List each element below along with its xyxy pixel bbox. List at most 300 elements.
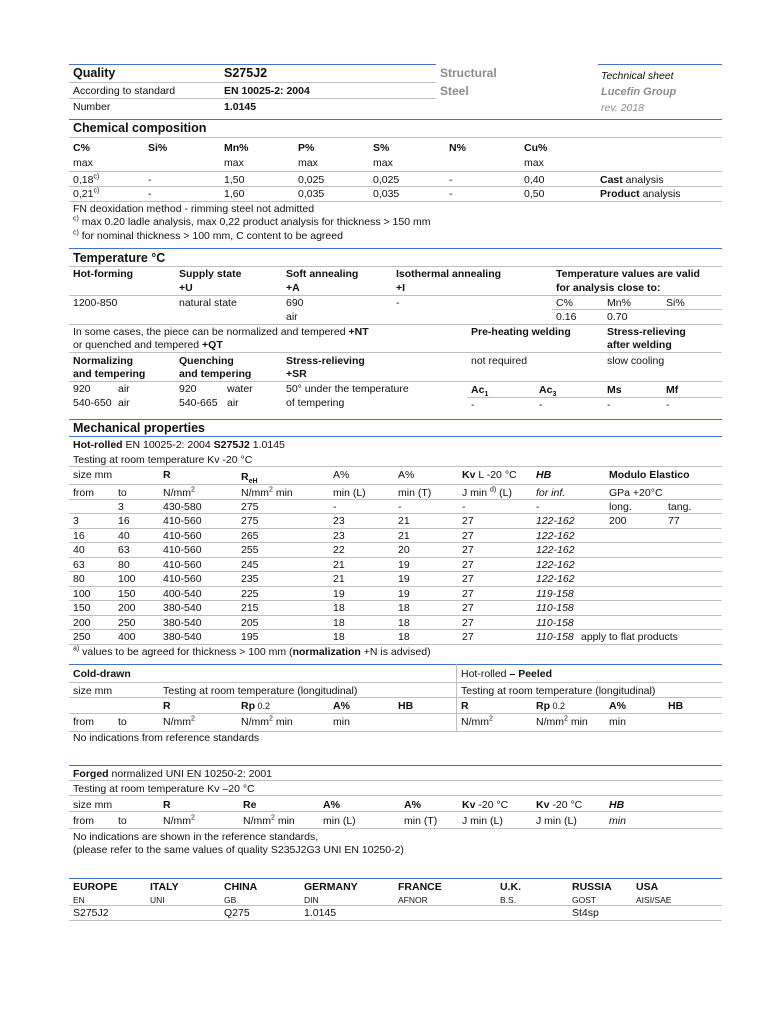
mech-reh-label: $R_{eH}$	[241, 471, 258, 486]
temperature-title: Temperature °C	[73, 251, 166, 265]
norm-medium-2: air	[118, 397, 130, 409]
mech-cell-to: 200	[118, 602, 136, 614]
col-s-sub: max	[373, 157, 393, 169]
section-rule	[69, 878, 722, 879]
stress-weld-value: slow cooling	[607, 355, 665, 367]
mech-cell-from: 16	[73, 529, 85, 542]
cast-si: -	[148, 174, 152, 186]
mech-al-label: A%	[333, 469, 350, 481]
supply-code: +U	[179, 282, 193, 294]
rule	[69, 466, 722, 467]
forged-from: from	[73, 815, 94, 827]
modulo-tang-value: 77	[668, 515, 680, 527]
mech-cell-a-l: 21	[333, 558, 345, 571]
quench-temp-2: 540-665	[179, 397, 218, 409]
row-rule	[69, 571, 722, 572]
cold-unit-r: $N/mm^2$	[163, 715, 195, 728]
chem-note-3: $^{c)}$ for nominal thickness > 100 mm, C content to be agreed	[73, 229, 343, 242]
mech-cell-a-t: 21	[398, 515, 410, 527]
rule	[69, 82, 436, 83]
forged-unit-re: $N/mm^2$ min	[243, 814, 295, 827]
ac1-value: -	[471, 399, 475, 411]
row-rule	[69, 528, 722, 529]
mech-cell-hb: 119-158	[536, 587, 574, 600]
forged-at: A%	[404, 799, 421, 811]
equiv-standard: B.S.	[500, 895, 517, 905]
soft-value1: 690	[286, 297, 304, 309]
mech-cell-r: 410-560	[163, 544, 202, 556]
forged-al: A%	[323, 799, 340, 811]
equiv-country: FRANCE	[398, 881, 442, 893]
mech-cell-a-l: 23	[333, 529, 345, 542]
equiv-grade: 1.0145	[304, 907, 337, 919]
hot-forming-value: 1200-850	[73, 297, 118, 309]
mech-cell-to: 80	[118, 558, 130, 571]
mech-cell-reh: 225	[241, 587, 259, 600]
product-c: 0,21$^{c)}$	[73, 187, 100, 200]
rule	[69, 682, 722, 683]
quality-label: Quality	[73, 66, 116, 80]
product-label: Product analysis	[600, 188, 681, 200]
preheat-label: Pre-heating welding	[471, 326, 571, 338]
row0-r: 430-580	[163, 501, 202, 513]
mech-cell-from: 63	[73, 558, 85, 571]
number-value: 1.0145	[224, 101, 257, 113]
row0-to: 3	[118, 501, 124, 513]
cold-hb: HB	[398, 700, 414, 712]
rule	[69, 697, 722, 698]
stress-weld-line1: Stress-relieving	[607, 326, 686, 338]
col-cu: Cu%	[524, 142, 548, 154]
rule	[552, 309, 722, 310]
rule	[69, 324, 722, 325]
mech-cell-a-t: 18	[398, 631, 410, 643]
modulo-long-label: long.	[609, 501, 632, 513]
cast-cu: 0,40	[524, 174, 545, 186]
peeled-unit-rp: $N/mm^2$ min	[536, 715, 588, 728]
ac3-value: -	[539, 399, 543, 411]
supply-state-label: Supply state	[179, 268, 242, 280]
mech-unit-kv: J min $^{d)}$ (L)	[462, 486, 512, 499]
rule	[69, 484, 722, 485]
rule	[69, 920, 722, 921]
ac3-label: $Ac_3$	[539, 384, 557, 399]
forged-title: Forged normalized UNI EN 10250-2: 2001	[73, 768, 273, 780]
equiv-grade: Q275	[224, 907, 250, 919]
ac1-label: $Ac_1$	[471, 384, 489, 399]
forged-unit-at: min (T)	[404, 815, 438, 827]
mech-cell-kv: 27	[462, 515, 474, 527]
product-mn: 1,60	[224, 188, 245, 200]
qt-text: or quenched and tempered +QT	[73, 339, 223, 351]
mech-cell-hb: 122-162	[536, 529, 575, 542]
equiv-country: GERMANY	[304, 881, 358, 893]
rule	[69, 828, 722, 829]
rule	[69, 780, 722, 781]
col-s: S%	[373, 142, 390, 154]
norm-temp-1: 920	[73, 383, 91, 395]
mech-cell-hb: 122-162	[536, 573, 575, 585]
rule	[69, 137, 722, 138]
mech-modulo-label: Modulo Elastico	[609, 469, 690, 481]
forged-note-1: No indications are shown in the reference standards,	[73, 831, 319, 843]
mech-cell-hb: 110-158	[536, 631, 574, 643]
mech-cell-hb: 122-162	[536, 558, 575, 571]
peeled-testing: Testing at room temperature (longitudinal)	[461, 685, 656, 697]
rule	[69, 644, 722, 645]
rule	[467, 397, 722, 398]
cold-unit-rp: $N/mm^2$ min	[241, 715, 293, 728]
row-rule	[69, 557, 722, 558]
testing-line: Testing at room temperature Kv -20 °C	[73, 454, 253, 466]
standard-label: According to standard	[73, 85, 176, 97]
rule	[69, 381, 722, 382]
chem-note-2: $^{c)}$ max 0.20 ladle analysis, max 0,22 product analysis for thickness > 150 mm	[73, 215, 431, 228]
section-rule	[69, 419, 722, 420]
mech-cell-kv: 27	[462, 558, 474, 571]
chem-note-1: FN deoxidation method - rimming steel not admitted	[73, 203, 315, 215]
col-mn-sub: max	[224, 157, 244, 169]
section-rule	[69, 248, 722, 249]
mech-cell-a-l: 23	[333, 515, 345, 527]
mech-cell-a-t: 18	[398, 616, 410, 629]
equiv-country: CHINA	[224, 881, 258, 893]
mech-cell-reh: 245	[241, 558, 259, 571]
cold-a: A%	[333, 700, 350, 712]
equiv-standard: DIN	[304, 895, 319, 905]
mech-cell-from: 100	[73, 587, 91, 600]
mech-cell-from: 3	[73, 515, 79, 527]
equiv-country: USA	[636, 881, 659, 893]
row-rule	[69, 513, 722, 514]
peeled-r: R	[461, 700, 469, 712]
product-cu: 0,50	[524, 188, 545, 200]
equiv-standard: EN	[73, 895, 85, 905]
peeled-hb: HB	[668, 700, 684, 712]
cast-label: Cast analysis	[600, 174, 664, 186]
mech-footnote: $^{a)}$ values to be agreed for thickness > 100 mm (normalization +N is advised)	[73, 645, 431, 658]
hot-forming-label: Hot-forming	[73, 268, 134, 280]
cast-p: 0,025	[298, 174, 325, 186]
mech-cell-kv: 27	[462, 544, 474, 556]
row0-kv: -	[462, 501, 466, 513]
mechanical-title: Mechanical properties	[73, 421, 205, 435]
mech-cell-a-t: 19	[398, 573, 410, 585]
row-rule	[69, 615, 722, 616]
product-p: 0,035	[298, 188, 325, 200]
row0-reh: 275	[241, 501, 259, 513]
mech-cell-a-l: 21	[333, 573, 345, 585]
equiv-standard: GOST	[572, 895, 597, 905]
section-rule	[69, 119, 722, 120]
quench-temp-1: 920	[179, 383, 197, 395]
mech-cell-a-t: 21	[398, 529, 410, 542]
mech-cell-a-t: 19	[398, 558, 410, 571]
mech-cell-to: 16	[118, 515, 130, 527]
mech-cell-reh: 275	[241, 515, 259, 527]
mech-cell-reh: 195	[241, 631, 259, 643]
mech-unit-reh: $N/mm^2$ min	[241, 486, 293, 499]
quench-line2: and tempering	[179, 368, 252, 380]
standard-value: EN 10025-2: 2004	[224, 85, 310, 97]
row0-al: -	[333, 501, 337, 513]
equiv-standard: AFNOR	[398, 895, 428, 905]
revision: rev. 2018	[601, 102, 644, 114]
forged-unit-kv1: J min (L)	[462, 815, 503, 827]
mech-cell-hb: 122-162	[536, 515, 575, 527]
soft-annealing-label: Soft annealing	[286, 268, 359, 280]
sr-value2: of tempering	[286, 397, 345, 409]
analysis-mn-value: 0.70	[607, 311, 628, 323]
rule	[69, 352, 467, 353]
norm-temp-2: 540-650	[73, 397, 112, 409]
rule	[69, 713, 722, 714]
cold-drawn-title: Cold-drawn	[73, 668, 131, 680]
mech-cell-a-l: 18	[333, 616, 345, 629]
cold-note: No indications from reference standards	[73, 732, 260, 744]
mf-label: Mf	[666, 384, 679, 396]
analysis-mn-label: Mn%	[607, 297, 631, 309]
product-n: -	[449, 188, 453, 200]
chemical-title: Chemical composition	[73, 121, 207, 135]
mech-cell-kv: 27	[462, 587, 474, 600]
rule	[69, 186, 722, 187]
peeled-unit-a: min	[609, 716, 626, 728]
mech-cell-a-t: 19	[398, 587, 410, 600]
stress-weld-line2: after welding	[607, 339, 672, 351]
valid-line1: Temperature values are valid	[556, 268, 700, 280]
flat-note: apply to flat products	[581, 631, 678, 643]
equiv-country: U.K.	[500, 881, 521, 893]
analysis-c-label: C%	[556, 297, 573, 309]
mech-cell-reh: 235	[241, 573, 259, 585]
mech-cell-reh: 215	[241, 602, 259, 614]
equiv-grade: St4sp	[572, 907, 599, 919]
rule	[69, 171, 722, 172]
row-rule	[69, 629, 722, 630]
mech-cell-a-t: 18	[398, 602, 410, 614]
mech-unit-to: to	[118, 487, 127, 499]
forged-unit-r: $N/mm^2$	[163, 814, 195, 827]
rule	[69, 795, 722, 796]
col-n: N%	[449, 142, 466, 154]
mech-cell-r: 410-560	[163, 573, 202, 585]
mech-at-label: A%	[398, 469, 415, 481]
mech-cell-r: 400-540	[163, 587, 202, 600]
company-name: Lucefin Group	[601, 86, 677, 98]
mech-cell-to: 150	[118, 587, 136, 600]
cold-testing: Testing at room temperature (longitudinal)	[163, 685, 358, 697]
mech-cell-to: 400	[118, 631, 136, 643]
peeled-title: Hot-rolled – Peeled	[461, 668, 553, 680]
preheat-value: not required	[471, 355, 528, 367]
col-p: P%	[298, 142, 315, 154]
equiv-country: ITALY	[150, 881, 179, 893]
mech-cell-to: 100	[118, 573, 136, 585]
product-si: -	[148, 188, 152, 200]
mech-cell-a-l: 22	[333, 544, 345, 556]
mech-cell-kv: 27	[462, 529, 474, 542]
mech-unit-modulo: GPa +20°C	[609, 487, 663, 499]
mech-cell-a-l: 18	[333, 631, 345, 643]
rule	[69, 499, 722, 500]
mech-cell-from: 200	[73, 616, 91, 629]
cast-n: -	[449, 174, 453, 186]
analysis-c-value: 0.16	[556, 311, 577, 323]
quality-value: S275J2	[224, 66, 268, 80]
cold-r: R	[163, 700, 171, 712]
forged-to: to	[118, 815, 127, 827]
rule	[69, 201, 722, 202]
mech-hb-label: HB	[536, 469, 552, 481]
col-c: C%	[73, 142, 90, 154]
mech-cell-r: 380-540	[163, 602, 202, 614]
quench-medium-2: air	[227, 397, 239, 409]
valid-line2: for analysis close to:	[556, 282, 661, 294]
rule	[69, 295, 722, 296]
mech-unit-al: min (L)	[333, 487, 366, 499]
forged-testing: Testing at room temperature Kv –20 °C	[73, 783, 255, 795]
mech-size-label: size mm	[73, 469, 113, 481]
mech-r-label: R	[163, 469, 171, 481]
forged-kv1: Kv -20 °C	[462, 799, 509, 811]
nt-text: In some cases, the piece can be normalized and tempered +NT	[73, 326, 369, 338]
category-line2: Steel	[440, 84, 469, 98]
mech-unit-r: $N/mm^2$	[163, 486, 195, 499]
mech-cell-r: 380-540	[163, 616, 202, 629]
modulo-long-value: 200	[609, 515, 627, 527]
mech-cell-from: 40	[73, 544, 85, 556]
section-rule	[69, 664, 722, 665]
rule	[467, 352, 722, 353]
category-line1: Structural	[440, 66, 497, 80]
mech-cell-hb: 122-162	[536, 544, 575, 556]
mech-cell-r: 410-560	[163, 529, 202, 542]
modulo-tang-label: tang.	[668, 501, 692, 513]
equiv-standard: GB	[224, 895, 237, 905]
rule	[69, 266, 722, 267]
number-label: Number	[73, 101, 111, 113]
header-top-rule	[69, 64, 436, 65]
forged-unit-kv2: J min (L)	[536, 815, 577, 827]
col-mn: Mn%	[224, 142, 249, 154]
section-rule	[69, 765, 722, 766]
mech-cell-kv: 27	[462, 602, 474, 614]
mech-cell-to: 250	[118, 616, 136, 629]
soft-code: +A	[286, 282, 300, 294]
row-rule	[69, 542, 722, 543]
row-rule	[69, 600, 722, 601]
mech-cell-a-l: 19	[333, 587, 345, 600]
rule	[69, 811, 722, 812]
forged-unit-hb: min	[609, 815, 626, 827]
mech-cell-to: 40	[118, 529, 130, 542]
forged-note-2: (please refer to the same values of quality S235J2G3 UNI EN 10250-2)	[73, 844, 404, 856]
norm-medium-1: air	[118, 383, 130, 395]
forged-r: R	[163, 799, 171, 811]
mech-kv-label: Kv L -20 °C	[462, 469, 517, 481]
cold-from: from	[73, 716, 94, 728]
mech-cell-hb: 110-158	[536, 602, 574, 614]
mech-cell-r: 410-560	[163, 558, 202, 571]
col-c-sub: max	[73, 157, 93, 169]
col-p-sub: max	[298, 157, 318, 169]
cold-unit-a: min	[333, 716, 350, 728]
normalizing-line1: Normalizing	[73, 355, 134, 367]
mech-cell-r: 410-560	[163, 515, 202, 527]
cast-mn: 1,50	[224, 174, 245, 186]
sheet-type: Technical sheet	[601, 70, 674, 82]
equiv-grade: S275J2	[73, 907, 109, 919]
forged-hb: HB	[609, 799, 625, 811]
mech-cell-a-t: 20	[398, 544, 410, 556]
cold-to: to	[118, 716, 127, 728]
mech-cell-from: 80	[73, 573, 85, 585]
analysis-si-label: Si%	[666, 297, 685, 309]
section-rule	[69, 436, 722, 437]
mech-cell-from: 250	[73, 631, 91, 643]
iso-value: -	[396, 297, 400, 309]
hot-rolled-line: Hot-rolled EN 10025-2: 2004 S275J2 1.0145	[73, 439, 285, 451]
peeled-a: A%	[609, 700, 626, 712]
mech-cell-r: 380-540	[163, 631, 202, 643]
rule	[69, 905, 722, 906]
col-si: Si%	[148, 142, 168, 154]
quench-medium-1: water	[227, 383, 253, 395]
cast-s: 0,025	[373, 174, 400, 186]
equiv-standard: AISI/SAE	[636, 895, 672, 905]
cold-size-label: size mm	[73, 685, 113, 697]
mech-unit-at: min (T)	[398, 487, 432, 499]
sr-value1: 50° under the temperature	[286, 383, 409, 395]
mech-cell-reh: 255	[241, 544, 259, 556]
peeled-unit-r: $N/mm^2$	[461, 715, 493, 728]
cold-rp: Rp 0.2	[241, 700, 271, 712]
mech-unit-from: from	[73, 487, 94, 499]
sr-line1: Stress-relieving	[286, 355, 365, 367]
sr-line2: +SR	[286, 368, 307, 380]
row0-at: -	[398, 501, 402, 513]
mech-cell-reh: 265	[241, 529, 259, 542]
iso-annealing-label: Isothermal annealing	[396, 268, 502, 280]
peeled-rp: Rp 0.2	[536, 700, 566, 712]
mf-value: -	[666, 399, 670, 411]
mech-unit-hb: for inf.	[536, 487, 566, 499]
mech-cell-to: 63	[118, 544, 130, 556]
soft-value2: air	[286, 311, 298, 323]
equiv-standard: UNI	[150, 895, 165, 905]
ms-value: -	[607, 399, 611, 411]
mech-cell-a-l: 18	[333, 602, 345, 614]
mech-cell-kv: 27	[462, 631, 474, 643]
rule	[69, 98, 436, 99]
mech-cell-kv: 27	[462, 616, 474, 629]
forged-re: Re	[243, 799, 257, 811]
iso-code: +I	[396, 282, 406, 294]
column-divider	[456, 664, 457, 732]
forged-size: size mm	[73, 799, 113, 811]
cast-c: 0,18$^{c)}$	[73, 173, 100, 186]
equiv-country: EUROPE	[73, 881, 118, 893]
mech-cell-hb: 110-158	[536, 616, 574, 629]
row-rule	[69, 586, 722, 587]
forged-kv2: Kv -20 °C	[536, 799, 583, 811]
mech-cell-from: 150	[73, 602, 91, 614]
col-cu-sub: max	[524, 157, 544, 169]
equiv-country: RUSSIA	[572, 881, 612, 893]
product-s: 0,035	[373, 188, 400, 200]
quench-line1: Quenching	[179, 355, 234, 367]
